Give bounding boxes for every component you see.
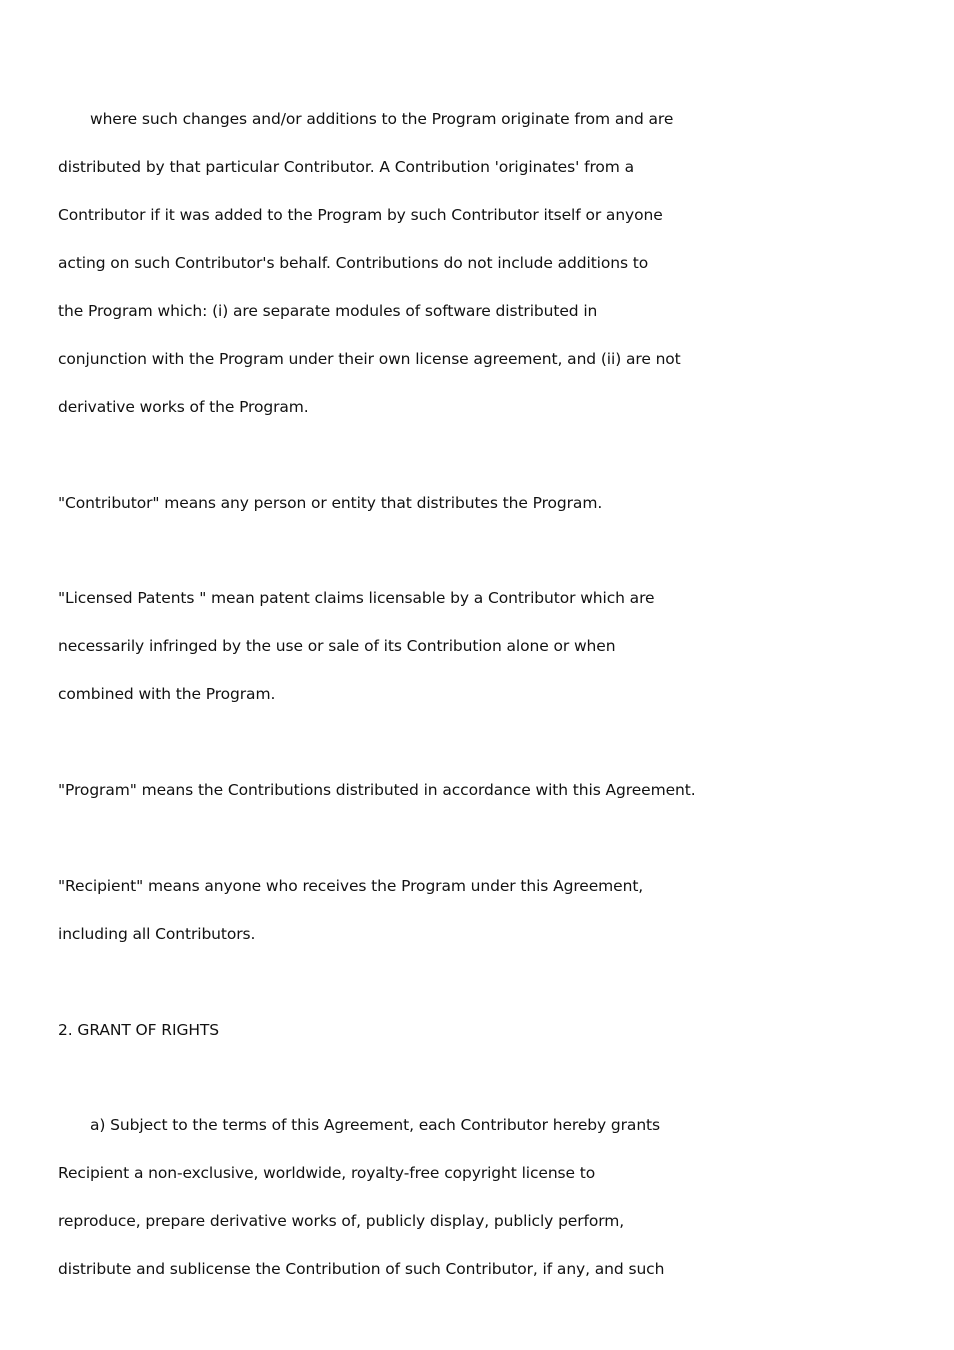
text-line: combined with the Program. <box>58 685 276 703</box>
text-line: including all Contributors. <box>58 925 256 943</box>
text-line: where such changes and/or additions to the Program originate from and are <box>90 110 674 128</box>
text-line: acting on such Contributor's behalf. Contributions do not include additions to <box>58 254 649 272</box>
text-line: Recipient a non-exclusive, worldwide, royalty-free copyright license to <box>58 1164 596 1182</box>
text-line: distribute and sublicense the Contribution of such Contributor, if any, and such <box>58 1260 665 1278</box>
text-line: necessarily infringed by the use or sale of its Contribution alone or when <box>58 637 616 655</box>
definition-licensed-patents: "Licensed Patents " mean patent claims licensable by a Contributor which are <box>58 589 655 607</box>
text-line: a) Subject to the terms of this Agreement, each Contributor hereby grants <box>90 1116 660 1134</box>
text-line: conjunction with the Program under their own license agreement, and (ii) are not <box>58 350 681 368</box>
definition-contributor: "Contributor" means any person or entity that distributes the Program. <box>58 494 603 512</box>
text-line: the Program which: (i) are separate modules of software distributed in <box>58 302 598 320</box>
text-line: reproduce, prepare derivative works of, publicly display, publicly perform, <box>58 1212 625 1230</box>
text-line: distributed by that particular Contributor. A Contribution 'originates' from a <box>58 158 634 176</box>
text-line: derivative works of the Program. <box>58 398 309 416</box>
definition-program: "Program" means the Contributions distributed in accordance with this Agreement. <box>58 781 696 799</box>
definition-recipient: "Recipient" means anyone who receives the Program under this Agreement, <box>58 877 644 895</box>
section-heading: 2. GRANT OF RIGHTS <box>58 1021 220 1039</box>
text-line: Contributor if it was added to the Program by such Contributor itself or anyone <box>58 206 663 224</box>
